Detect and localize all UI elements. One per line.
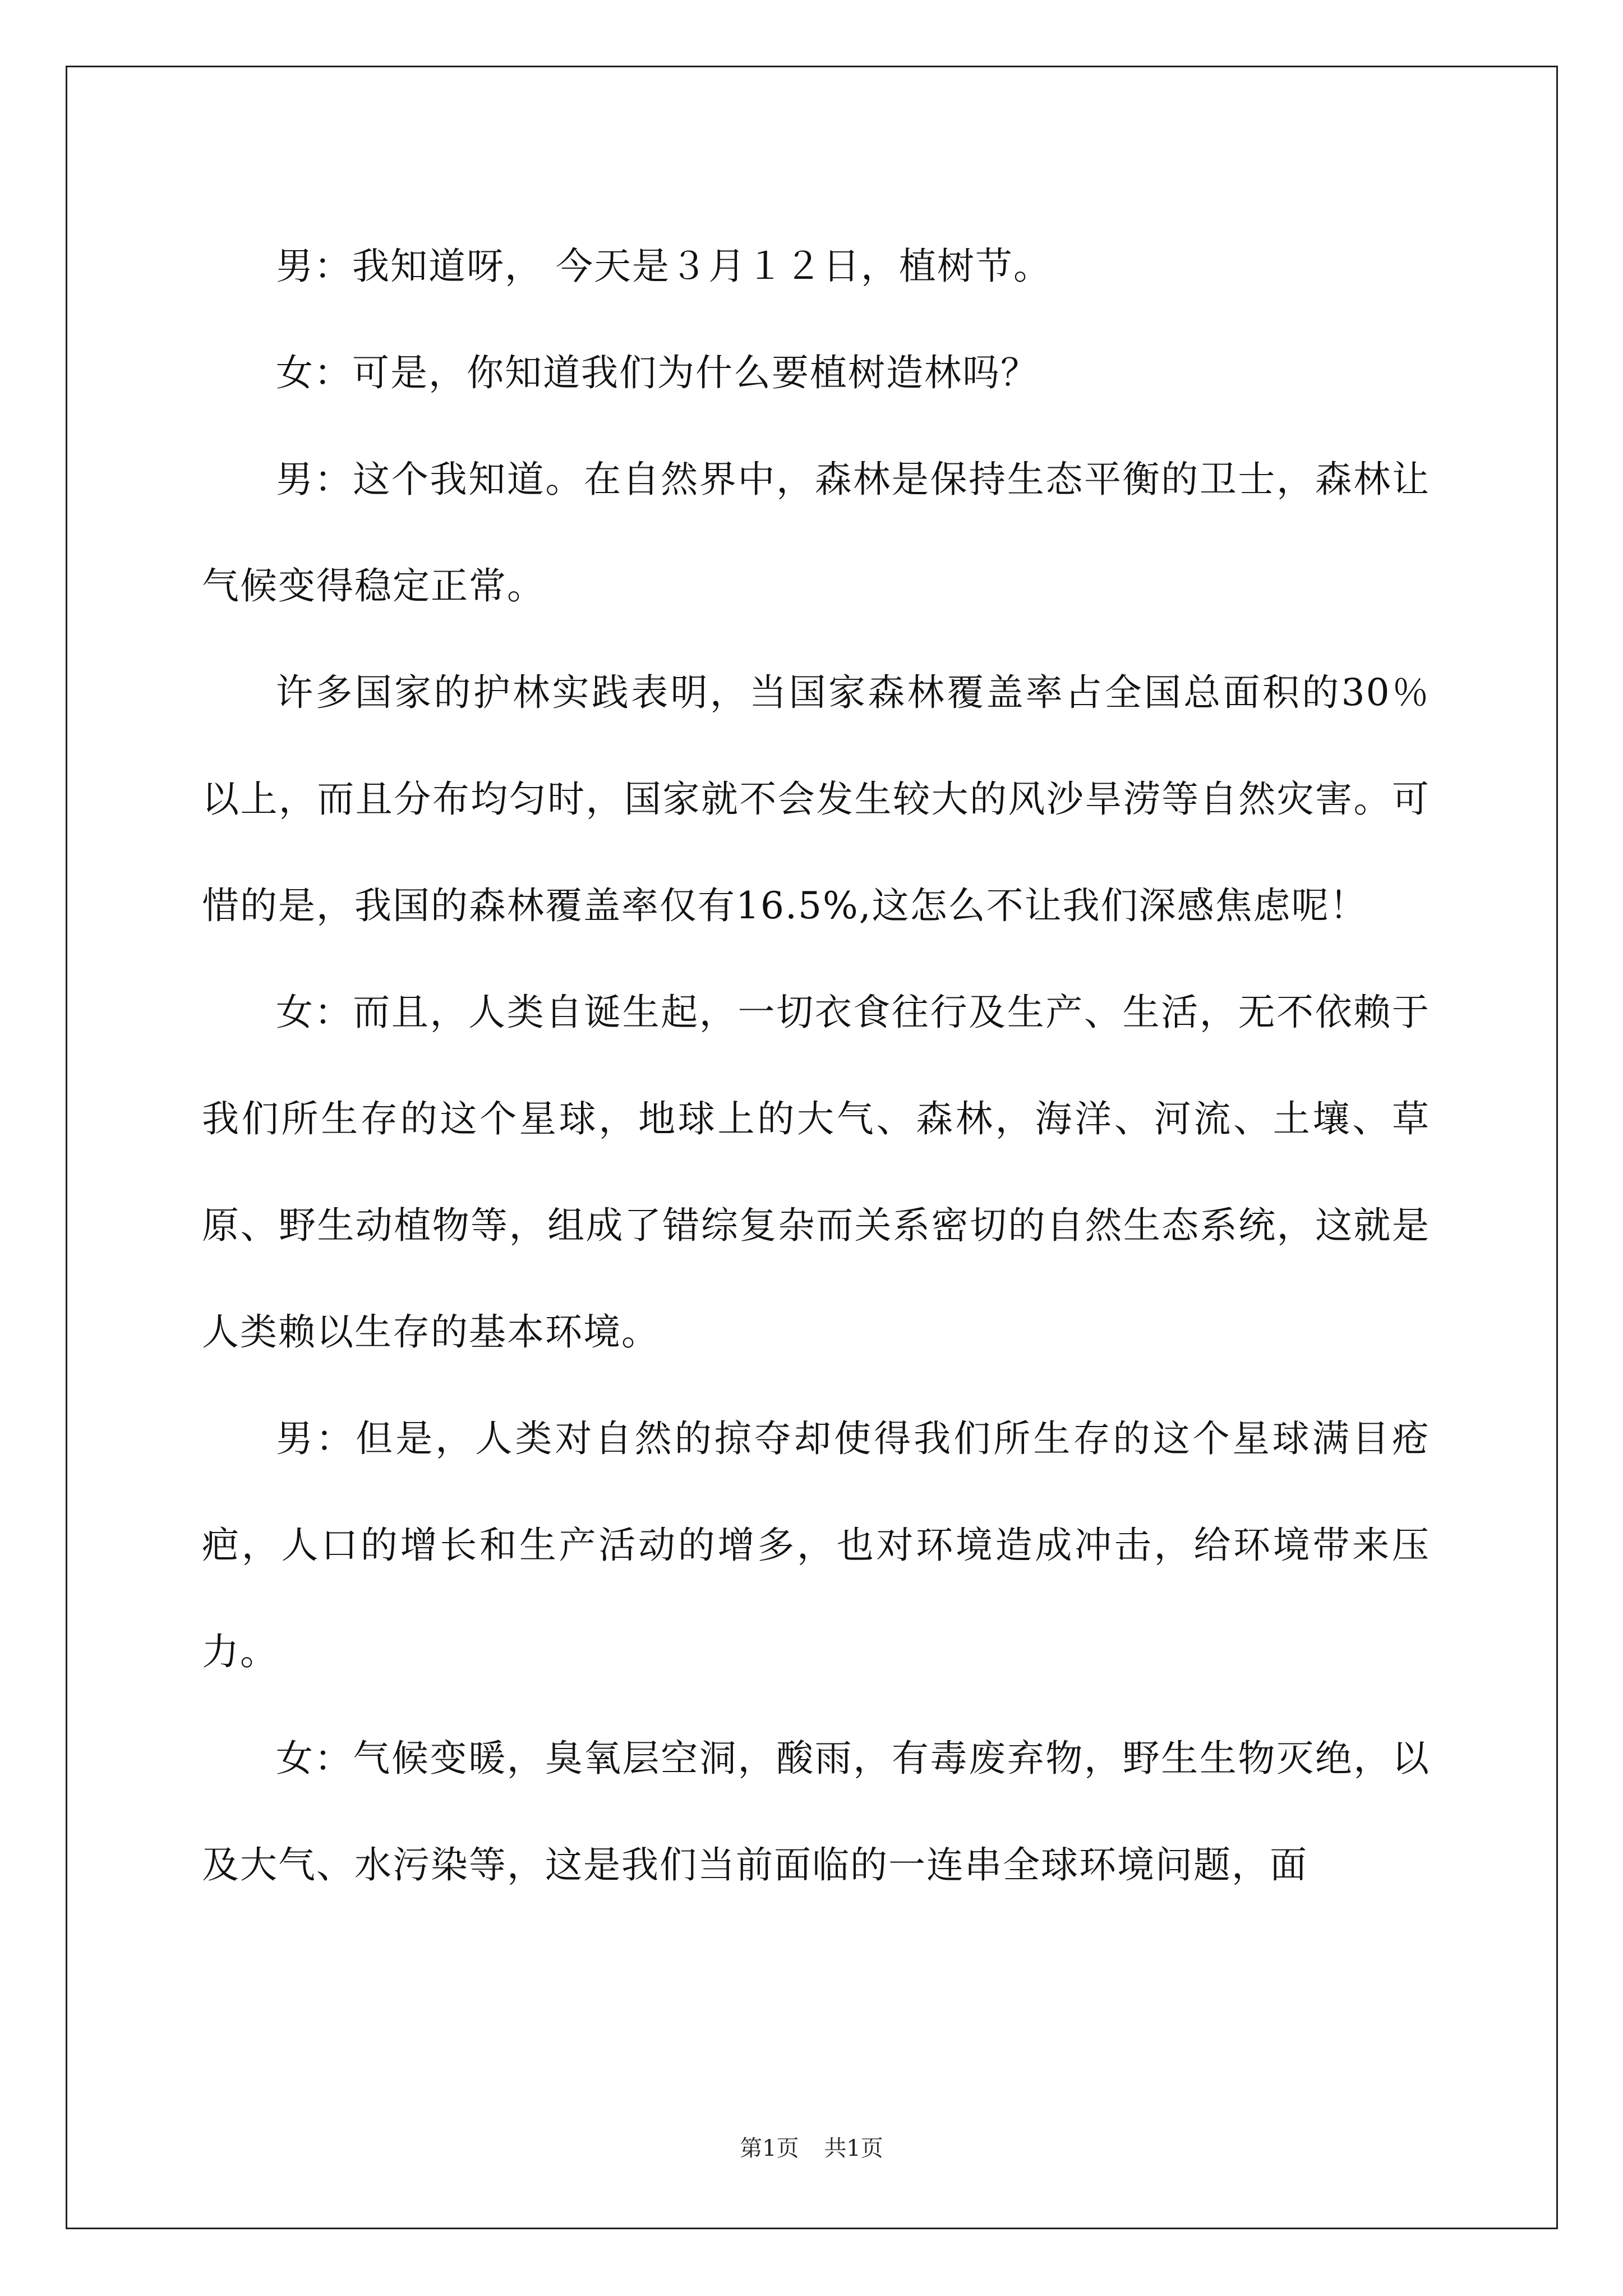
page-total: 共1页 [824, 2136, 883, 2161]
paragraph-1: 男：我知道呀， 今天是３月１２日，植树节。 [276, 245, 1052, 288]
page-footer [0, 2134, 1623, 2162]
paragraph-5: 女：而且，人类自诞生起，一切衣食往行及生产、生活，无不依赖于我们所生存的这个星球，地球上的大气、森林，海洋、河流、土壤、草原、野生动植物等，组成了错综复杂而关系密切的自然生态系统，这就是人类赖以生存的基本环境。 [202, 991, 1430, 1354]
paragraph-7: 女：气候变暖，臭氧层空洞，酸雨，有毒废弃物，野生生物灭绝，以及大气、水污染等，这是我们当前面临的一连串全球环境问题，面 [202, 1737, 1430, 1887]
paragraph-4: 许多国家的护林实践表明，当国家森林覆盖率占全国总面积的30％以上，而且分布均匀时，国家就不会发生较大的风沙旱涝等自然灾害。可惜的是，我国的森林覆盖率仅有16.5%,这怎么不让我们深感焦虑呢！ [202, 671, 1430, 927]
document-body [202, 213, 1430, 1918]
paragraph-3: 男：这个我知道。在自然界中，森林是保持生态平衡的卫士，森林让气候变得稳定正常。 [202, 458, 1430, 608]
paragraph-2: 女：可是，你知道我们为什么要植树造林吗？ [276, 351, 1039, 394]
page-number: 第1页 [740, 2136, 799, 2161]
paragraph-6: 男：但是，人类对自然的掠夺却使得我们所生存的这个星球满目疮疤，人口的增长和生产活动的增多，也对环境造成冲击，给环境带来压力。 [202, 1417, 1430, 1673]
